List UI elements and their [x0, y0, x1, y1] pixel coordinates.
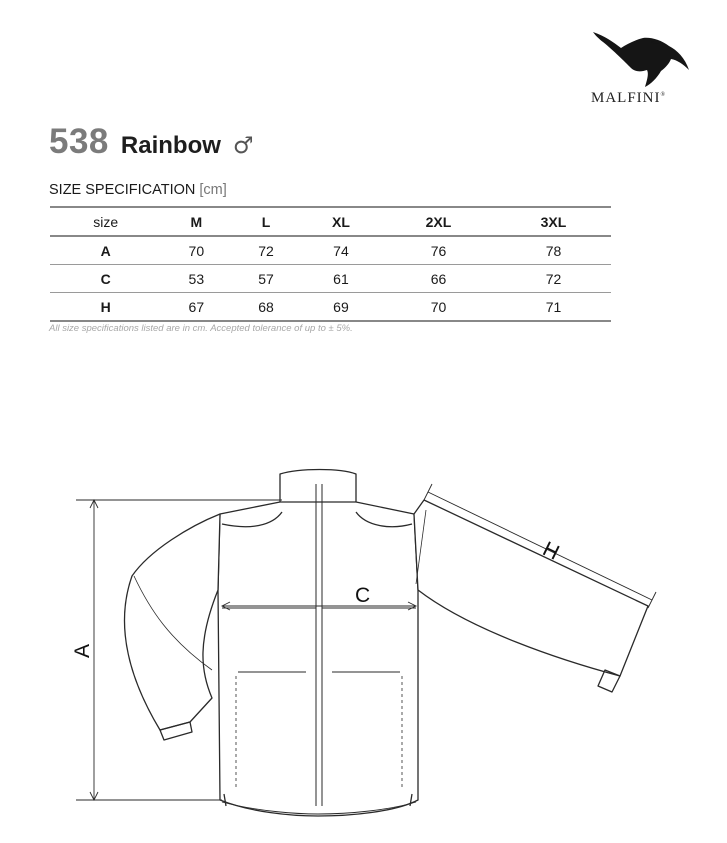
dimension-h-label: H [539, 537, 563, 565]
spec-heading [49, 182, 227, 198]
table-cell: 53 [161, 265, 231, 293]
jacket-right-sleeve [414, 500, 648, 676]
column-header: L [231, 207, 301, 236]
table-cell: 72 [496, 265, 611, 293]
column-header: size [50, 207, 161, 236]
table-cell: 69 [301, 293, 381, 322]
row-label: A [50, 236, 161, 265]
product-number: 538 [49, 122, 109, 161]
table-header-row [50, 207, 611, 236]
table-cell: 57 [231, 265, 301, 293]
column-header: XL [301, 207, 381, 236]
row-label: H [50, 293, 161, 322]
table-cell: 78 [496, 236, 611, 265]
brand-name: MALFINI [591, 90, 661, 106]
table-row [50, 236, 611, 265]
jacket-diagram [0, 440, 727, 840]
brand-logo [585, 28, 695, 110]
table-row [50, 265, 611, 293]
size-table [50, 206, 611, 322]
product-name: Rainbow [120, 132, 221, 159]
table-cell: 76 [381, 236, 496, 265]
dimension-a-label: A [71, 643, 94, 658]
table-cell: 68 [231, 293, 301, 322]
table-cell: 70 [161, 236, 231, 265]
table-cell: 70 [381, 293, 496, 322]
table-cell: 61 [301, 265, 381, 293]
column-header: 2XL [381, 207, 496, 236]
table-cell: 72 [231, 236, 301, 265]
spec-unit: [cm] [199, 182, 227, 198]
dimension-c-label: C [355, 584, 371, 607]
trademark-mark: ® [660, 92, 667, 98]
table-row [50, 293, 611, 322]
table-cell: 74 [301, 236, 381, 265]
tolerance-note: All size specifications listed are in cm. Accepted tolerance of up to ± 5%. [49, 323, 353, 334]
jacket-left-sleeve [125, 514, 220, 730]
column-header: 3XL [496, 207, 611, 236]
table-cell: 66 [381, 265, 496, 293]
row-label: C [50, 265, 161, 293]
jacket-body [218, 502, 418, 816]
male-symbol-icon: ♂ [232, 133, 254, 159]
table-cell: 67 [161, 293, 231, 322]
column-header: M [161, 207, 231, 236]
table-cell: 71 [496, 293, 611, 322]
spec-heading-text: SIZE SPECIFICATION [49, 182, 196, 198]
jacket-collar [280, 470, 356, 507]
eagle-logo-icon [591, 28, 691, 88]
page-title [49, 122, 254, 166]
